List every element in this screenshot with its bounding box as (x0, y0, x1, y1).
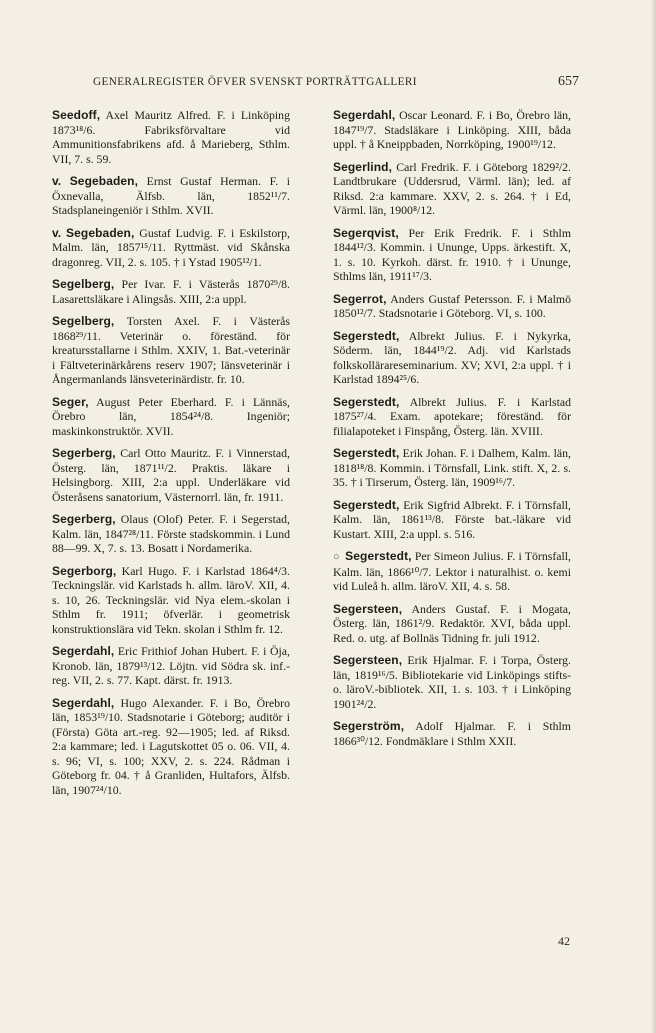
register-entry (333, 226, 571, 284)
entry-text: Anders Gustaf Petersson. F. i Malmö 1850¹²/7. Stadsnotarie i Göteborg. VI, s. 100. (333, 291, 571, 320)
entry-surname: Segerstedt, (333, 446, 400, 460)
entry-surname: Seedoff, (52, 108, 101, 122)
entry-text: Erik Sigfrid Albrekt. F. i Törnsfall, Kalm. län, 1861¹³/8. Förste bat.-läkare vid Kustart. XIII, 2:a uppl. s. 516. (333, 497, 571, 541)
printer-signature: 42 (558, 934, 570, 948)
header-title: GENERALREGISTER ÖFVER SVENSKT PORTRÄTTGALLERI (93, 76, 417, 88)
entry-text: Karl Hugo. F. i Karlstad 1864⁴/3. Teckningslär. vid Karlstads h. allm. läroV. XII, 4. s. 10, 26. Teckningslär. vid Nya elem.-skolan i Sthlm fr. 1911; öfverlär. i geometrisk konstruktionslära vid Tekn. skolan i Sthlm fr. 12. (52, 563, 290, 636)
entry-prefix: v. (52, 174, 62, 188)
entry-surname: Segerstedt, (345, 549, 412, 563)
entry-surname: Segerdahl, (333, 108, 396, 122)
register-entry (333, 549, 571, 594)
register-entry (333, 292, 571, 321)
entry-text: Albrekt Julius. F. i Nykyrka, Söderm. län, 1844¹⁹/2. Adj. vid Karlstads folkskollärareseminarium. XV; XVI, 2:a uppl. † i Karlstad 1894²⁵/6. (333, 328, 571, 386)
entry-text: Carl Otto Mauritz. F. i Vinnerstad, Österg. län, 1871¹¹/2. Praktis. läkare i Helsingborg. XIII, 2:a uppl. Underläkare vid Österåsens sanatorium, Västernorrl. län, fr. 1911. (52, 446, 290, 504)
entry-text: Per Simeon Julius. F. i Törnsfall, Kalm. län, 1866¹⁰/7. Lektor i naturalhist. o. kemi vid Luleå h. allm. läroV. XII, 4. s. 58. (333, 549, 571, 593)
register-entry (52, 644, 290, 688)
register-entry (333, 329, 571, 387)
entry-text: Erik Johan. F. i Dalhem, Kalm. län, 1818¹⁸/8. Kommin. i Törnsfall, Link. stift. X, 2. s. 35. † i Tirserum, Österg. län, 1909¹⁶/7. (333, 446, 571, 489)
register-entry (52, 696, 290, 798)
entry-surname: Segerstedt, (333, 394, 400, 409)
entry-surname: Segebaden, (66, 225, 135, 240)
register-entry (333, 446, 571, 490)
entry-surname: Segerlind, (333, 159, 393, 174)
entry-text: Anders Gustaf. F. i Mogata, Österg. län, 1861²/9. Redaktör. XVI, båda uppl. Red. o. utg. af Bollnäs Tidning fr. juli 1912. (333, 601, 571, 645)
register-entry (333, 498, 571, 542)
register-entry (52, 446, 290, 504)
entry-text: Eric Frithiof Johan Hubert. F. i Öja, Kronob. län, 1879¹³/12. Löjtn. vid Södra sk. inf.-reg. VII, 2. s. 77. Kapt. därst. fr. 1913. (52, 644, 290, 687)
entry-surname: Segerqvist, (333, 225, 399, 240)
register-entry (52, 174, 290, 218)
entry-text: Oscar Leonard. F. i Bo, Örebro län, 1847¹⁹/7. Stadsläkare i Linköping. XIII, båda uppl. † å Kneippbaden, Norrköping, 1900¹⁹/12. (333, 108, 571, 151)
entry-surname: Segerberg, (52, 446, 116, 460)
entry-text: Erik Hjalmar. F. i Torpa, Österg. län, 1819¹⁶/5. Bibliotekarie vid Linköpings stifts- o. läroV.-bibliotek. XII, 1. s. 103. † i Linköping 1901²⁴/2. (333, 653, 571, 711)
entry-text: Per Erik Fredrik. F. i Sthlm 1844¹²/3. Kommin. i Ununge, Upps. ärkestift. X, 1. s. 10. Kyrkoh. därst. fr. 1910. † i Ununge, Sthlms län, 1911¹⁷/3. (333, 225, 571, 283)
entry-surname: Segebaden, (69, 174, 139, 188)
register-entry (52, 108, 290, 166)
entry-text: Axel Mauritz Alfred. F. i Linköping 1873¹⁸/6. Fabriksförvaltare vid Ammunitionsfabrikens afd. å Marieberg, Sthlm. VII, 7. s. 59. (52, 108, 290, 166)
entry-prefix: v. (52, 225, 62, 240)
entry-surname: Segerdahl, (52, 644, 115, 658)
register-entry (52, 277, 290, 306)
page-edge (652, 0, 656, 1033)
entry-surname: Segerrot, (333, 291, 387, 306)
entry-text: Carl Fredrik. F. i Göteborg 1829²/2. Landtbrukare (Uddersrud, Värml. län); led. af Riksd. 2:a kammare. XXV, 2. s. 264. † i Ed, Värml. län, 1900⁸/12. (333, 159, 571, 217)
entry-surname: Segerström, (333, 719, 405, 733)
register-entry (333, 653, 571, 711)
right-column (333, 108, 571, 756)
register-entry (333, 108, 571, 152)
register-entry (333, 160, 571, 218)
entry-surname: Segerstedt, (333, 328, 400, 343)
entry-surname: Segersteen, (333, 653, 403, 667)
entry-text: Hugo Alexander. F. i Bo, Örebro län, 1853¹⁹/10. Stadsnotarie i Göteborg; auditör i (Första) Göta art.-reg. 92—1905; led. af Riksd. 2:a kammare; led. i Lagutskottet 05 o. 06. VII, 4. s. 96; VI, s. 100; XXV, 2. s. 224. Rådman i Göteborg fr. 04. † å Granliden, Hultafors, Älfsb. län, 1907²⁴/10. (52, 695, 290, 797)
entry-text: Adolf Hjalmar. F. i Sthlm 1866³⁰/12. Fondmäklare i Sthlm XXII. (333, 719, 571, 748)
entry-text: Albrekt Julius. F. i Karlstad 1875²⁷/4. Exam. apotekare; föreständ. för filialapoteket i Finspång, Österg. län. XVIII. (333, 394, 571, 438)
page-number: 657 (558, 74, 579, 89)
entry-text: August Peter Eberhard. F. i Lännäs, Örebro län, 1854²⁴/8. Ingeniör; maskinkonstruktör. XVII. (52, 394, 290, 438)
entry-surname: Segelberg, (52, 277, 115, 291)
entry-text: Torsten Axel. F. i Västerås 1868²⁹/11. Veterinär o. föreständ. för kreatursstallarne i Sthlm. XXIV, 1. Bat.-veterinär i Fältveterinärkårens reserv 1907; länsveterinär i Ångermanlands länsveterinärdistr. fr. 10. (52, 314, 290, 386)
entry-surname: Segerstedt, (333, 497, 400, 512)
register-entry (333, 719, 571, 748)
register-entry (52, 314, 290, 387)
entry-surname: Segerborg, (52, 563, 117, 578)
entry-text: Olaus (Olof) Peter. F. i Segerstad, Kalm. län, 1847²⁸/11. Förste stadskommin. i Lund 88—99. X, 7. s. 13. Bosatt i Nordamerika. (52, 512, 290, 555)
register-entry (52, 564, 290, 637)
register-entry (333, 602, 571, 646)
register-entry (52, 512, 290, 556)
entry-text: Ernst Gustaf Herman. F. i Öxnevalla, Älfsb. län, 1852¹¹/7. Stadsplaneingeniör i Sthlm. XVII. (52, 174, 290, 217)
left-column (52, 108, 290, 805)
entry-surname: Seger, (52, 394, 89, 409)
register-entry (52, 226, 290, 270)
register-entry (333, 395, 571, 439)
entry-surname: Segerdahl, (52, 695, 115, 710)
entry-surname: Segersteen, (333, 601, 403, 616)
register-entry (52, 395, 290, 439)
entry-text: Gustaf Ludvig. F. i Eskilstorp, Malm. län, 1857¹⁵/11. Ryttmäst. vid Skånska dragonreg. VII, 2. s. 105. † i Ystad 1905¹²/1. (52, 225, 290, 269)
entry-surname: Segerberg, (52, 512, 116, 526)
running-header (93, 74, 579, 94)
entry-text: Per Ivar. F. i Västerås 1870²⁹/8. Lasarettsläkare i Alingsås. XIII, 2:a uppl. (52, 277, 290, 306)
entry-prefix: ○ (333, 551, 340, 563)
entry-surname: Segelberg, (52, 314, 115, 328)
